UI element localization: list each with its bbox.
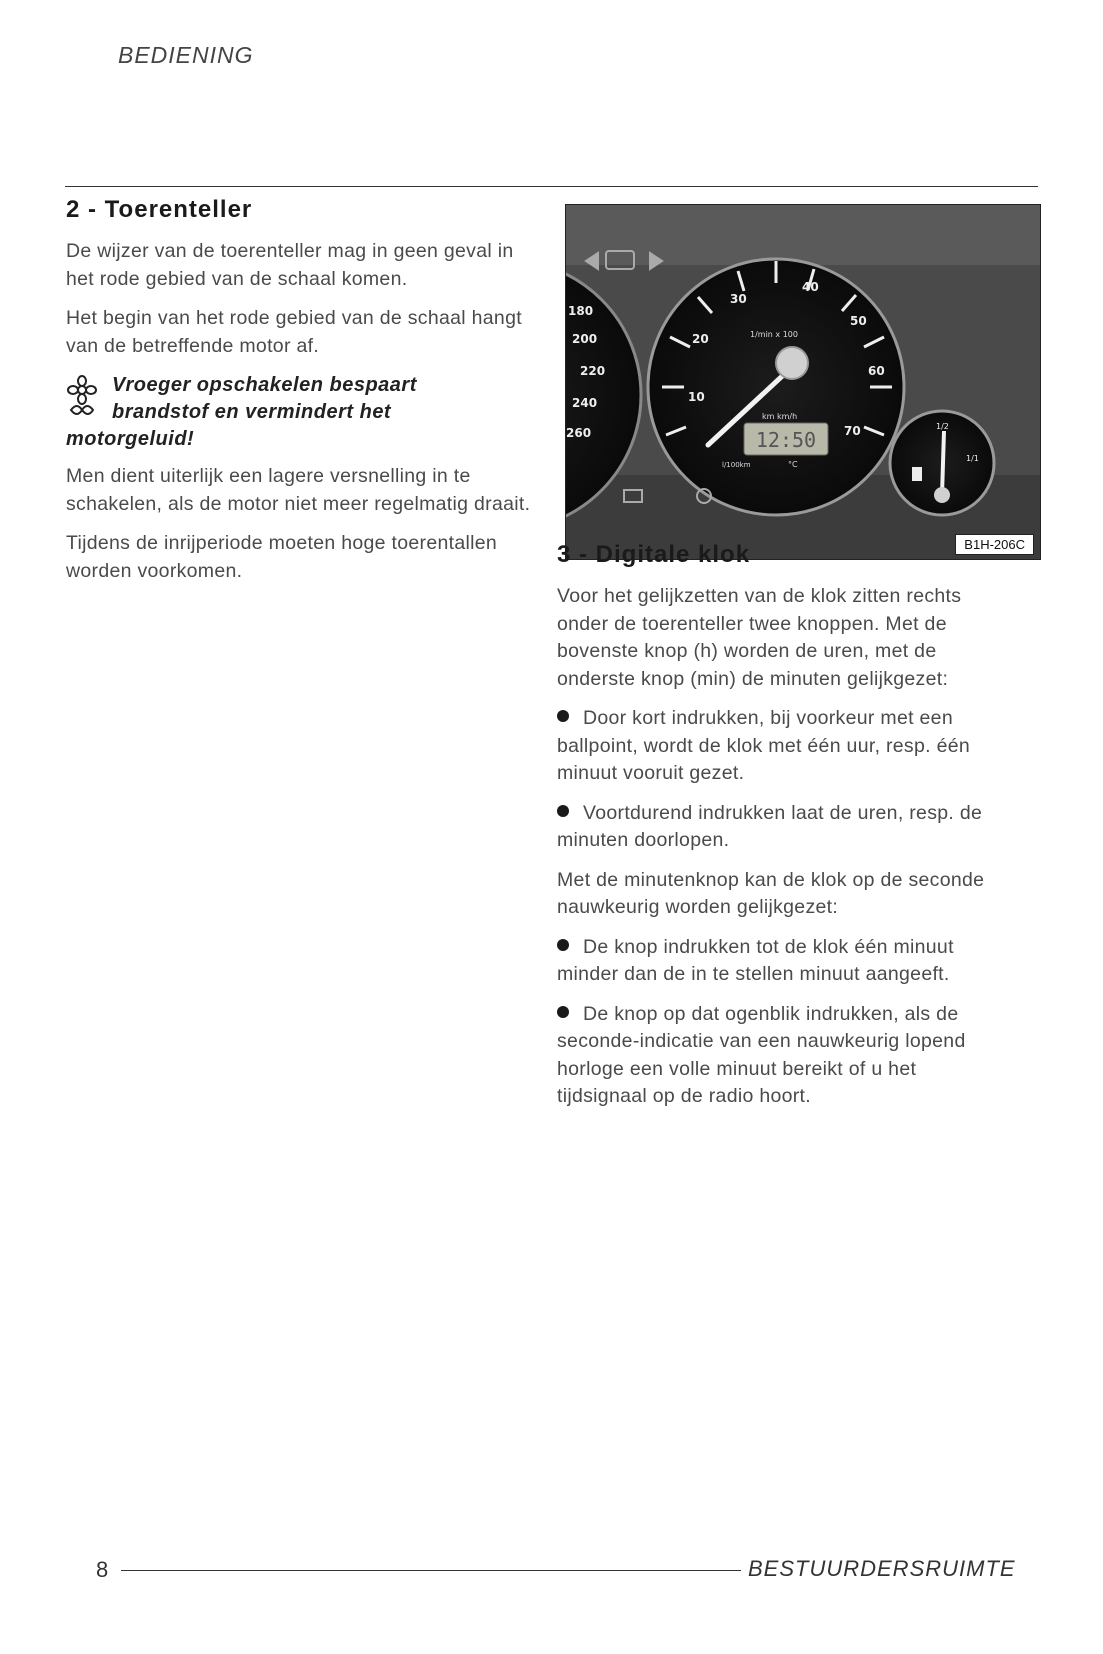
temperature-label: °C [788,460,798,469]
clock-time: 12:50 [755,428,817,452]
list-item [557,800,1007,855]
rpm-label: 40 [802,280,819,294]
instrument-cluster-photo [565,204,1041,560]
speed-label: 240 [572,396,598,410]
section-toerenteller [66,196,536,597]
rpm-label: 60 [868,364,885,378]
page-number: 8 [96,1557,109,1582]
paragraph: Voor het gelijkzetten van de klok zitten rechts onder de toerenteller twee knoppen. Met de bovenste knop (h) worden de uren, met de onderste knop (min) de minuten gelijkgezet: [557,585,962,690]
rpm-label: 20 [692,332,709,346]
speed-label: 260 [566,426,592,440]
needle-hub [776,347,808,379]
figure-code: B1H-206C [955,534,1034,555]
bullet-icon [557,939,569,951]
bullet-icon [557,1006,569,1018]
fuel-pump-icon [912,467,922,481]
paragraph: De wijzer van de toerenteller mag in geen geval in het rode gebied van de schaal komen. [66,240,514,290]
bullet-icon [557,805,569,817]
list-item [557,1001,1007,1111]
speed-unit: km km/h [762,412,798,421]
section-digitale-klok [557,541,1007,1123]
paragraph: Het begin van het rode gebied van de schaal hangt van de betreffende motor af. [66,307,522,357]
tip-line: Vroeger opschakelen bespaart [112,374,417,396]
bullet-icon [557,710,569,722]
footer-rule [121,1570,741,1571]
list-item [557,934,1007,989]
list-item-text: De knop indrukken tot de klok één minuut minder dan de in te stellen minuut aangeeft. [557,935,954,985]
rpm-unit: 1/min x 100 [750,330,798,339]
list-item-text: De knop op dat ogenblik indrukken, als de seconde-indicatie van een nauwkeurig lopend horloge een volle minuut bereikt of u het tijdsignaal op de radio hoort. [557,1002,966,1107]
running-header: BEDIENING [118,42,254,68]
speed-label: 200 [572,332,598,346]
paragraph: Tijdens de inrijperiode moeten hoge toerentallen worden voorkomen. [66,532,498,582]
section-title-toerenteller: 2 - Toerenteller [66,196,253,223]
paragraph: Met de minutenknop kan de klok op de seconde nauwkeurig worden gelijkgezet: [557,868,985,918]
tip-line: motorgeluid! [66,428,195,450]
rpm-label: 30 [730,292,747,306]
speed-label: 220 [580,364,606,378]
section-title-digitale-klok: 3 - Digitale klok [557,541,751,568]
rpm-label: 10 [688,390,705,404]
consumption-label: l/100km [722,461,751,469]
fuel-mark: 1/2 [936,422,949,431]
speed-label: 180 [568,304,594,318]
rpm-label: 50 [850,314,867,328]
list-item [557,705,1007,788]
fuel-needle [942,431,944,495]
tip-line: brandstof en vermindert het [112,401,392,423]
running-footer: BESTUURDERSRUIMTE [748,1556,1016,1581]
list-item-text: Voortdurend indrukken laat de uren, resp. de minuten doorlopen. [557,801,983,851]
paragraph: Men dient uiterlijk een lagere versnelling in te schakelen, als de motor niet meer regelmatig draait. [66,465,531,515]
flower-icon [61,374,103,422]
fuel-mark: 1/1 [966,454,979,463]
list-item-text: Door kort indrukken, bij voorkeur met een ballpoint, wordt de klok met één uur, resp. één minuut vooruit gezet. [557,707,971,784]
header-rule [65,186,1038,187]
instrument-cluster-illustration [566,205,1040,559]
environment-tip [66,372,536,453]
rpm-label: 70 [844,424,861,438]
